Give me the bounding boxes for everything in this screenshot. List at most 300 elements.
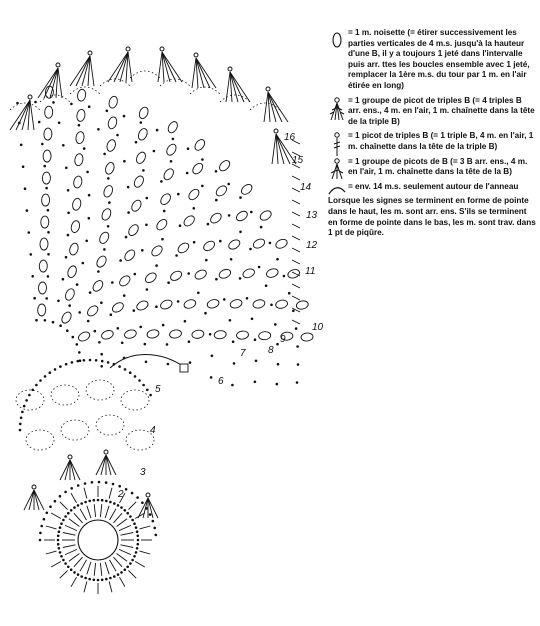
chain-dot	[82, 262, 85, 265]
stitch-mark	[69, 519, 80, 527]
chain-loop	[16, 390, 44, 410]
stitch-mark	[106, 455, 111, 475]
chain-dot	[215, 199, 218, 202]
picot-mark	[126, 47, 130, 51]
chain-dot	[123, 294, 126, 297]
chain-dot	[296, 381, 299, 384]
chain-dot	[223, 298, 226, 301]
chain-dot	[135, 141, 138, 144]
noisette-mark	[187, 187, 201, 201]
noisette-mark	[111, 301, 125, 314]
chain-dot	[283, 275, 286, 278]
chain-dot	[77, 504, 80, 507]
chain-dot	[21, 411, 24, 414]
chain-dot	[66, 329, 69, 332]
chain-dot	[40, 525, 43, 528]
round-label-16: 16	[284, 132, 296, 143]
chain-dot	[135, 551, 138, 554]
noisette-mark	[60, 310, 73, 324]
chain-dot	[230, 258, 233, 261]
stitch-mark	[292, 212, 300, 216]
chain-dot	[39, 539, 42, 542]
chain-dot	[22, 165, 25, 168]
center-ring	[78, 520, 118, 560]
chain-dot	[16, 102, 19, 105]
stitch-mark	[292, 224, 300, 228]
round-label-8: 8	[268, 345, 274, 356]
picot-mark	[160, 47, 164, 51]
chain-dot	[67, 566, 70, 569]
chain-loop	[86, 380, 114, 400]
chain-dot	[172, 138, 175, 141]
picot-triple-icon	[328, 131, 346, 159]
stitch-mark	[46, 551, 57, 554]
chain-dot	[215, 278, 218, 281]
chain-dot	[49, 371, 52, 374]
chain-dot	[140, 121, 143, 124]
legend-text-noisette: = 1 m. noisette (= étirer successivement les parties verticales de 4 m.s. jusqu'à la hauteur d'une B, il y a toujours 1 jeté dans l'intervalle puis arr. ttes les boucles ensemble avec 1 jeté, remplacer la 1ère m.s. du tour par 1 m. en l'air étirée en long)	[348, 28, 530, 90]
chain-dot	[97, 128, 100, 131]
noisette-mark	[236, 330, 249, 339]
chain-dot	[170, 160, 173, 163]
chain-dot	[62, 559, 65, 562]
chain-dot	[73, 571, 76, 574]
stitch-mark	[108, 52, 128, 82]
noisette-mark	[66, 265, 78, 279]
chain-dot	[84, 577, 87, 580]
stitch-mark	[105, 506, 109, 518]
chain-dot	[193, 241, 196, 244]
chain-dot	[94, 330, 97, 333]
chain-dot	[70, 487, 73, 490]
chain-dot	[101, 360, 104, 363]
noisette-mark	[91, 279, 105, 293]
chain-dot	[113, 502, 116, 505]
chain-dot	[133, 555, 136, 558]
stitch-mark	[128, 570, 136, 578]
noisette-mark	[242, 267, 256, 279]
chain-dot	[43, 518, 46, 521]
chain-dot	[137, 539, 140, 542]
round-label-9: 9	[280, 334, 286, 345]
chain-dot	[129, 371, 132, 374]
chain-dot	[97, 499, 100, 502]
chain-dot	[123, 357, 126, 360]
picot-mark	[274, 129, 278, 133]
noisette-mark	[74, 153, 84, 166]
chain-dot	[59, 551, 62, 554]
stitch-mark	[63, 533, 76, 536]
chain-dot	[228, 214, 231, 217]
chain-dot	[187, 272, 190, 275]
chain-dot	[124, 368, 127, 371]
chain-dot	[186, 172, 189, 175]
chain-dot	[67, 189, 70, 192]
chain-dot	[80, 575, 83, 578]
chain-dot	[103, 248, 106, 251]
chain-dot	[64, 515, 67, 518]
stitch-mark	[230, 72, 250, 102]
noisette-mark	[296, 300, 309, 310]
noisette-mark	[108, 95, 119, 109]
chain-dot	[67, 512, 70, 515]
stitch-mark	[51, 513, 61, 519]
chain-dot	[47, 209, 50, 212]
noisette-mark	[127, 223, 141, 237]
chain-dot	[109, 501, 112, 504]
chain-dot	[79, 359, 82, 362]
chain-dot	[177, 193, 180, 196]
chain-dot	[249, 248, 252, 251]
chain-dot	[119, 259, 122, 262]
chain-dot	[276, 383, 279, 386]
chain-dot	[20, 417, 23, 420]
stitch-mark	[74, 513, 83, 523]
noisette-mark	[138, 106, 150, 120]
chain-dot	[152, 520, 155, 523]
stitch-mark	[24, 490, 34, 510]
chain-dot	[70, 568, 73, 571]
chain-dot	[87, 320, 90, 323]
chain-dot	[112, 483, 115, 486]
chain-dot	[265, 284, 268, 287]
chain-dot	[39, 379, 42, 382]
chain-dot	[254, 338, 257, 341]
chain-dot	[28, 394, 31, 397]
picot-mark	[56, 63, 60, 67]
stitch-mark	[113, 513, 122, 523]
chain-dot	[101, 579, 104, 582]
stitch-mark	[117, 519, 128, 527]
stitch-mark	[38, 68, 58, 98]
chain-dot	[239, 196, 242, 199]
stitch-mark	[105, 562, 109, 574]
stitch-mark	[96, 455, 106, 475]
legend-text-picot-triple: = 1 picot de triples B (= 1 triple B, 4 m. en l'air, 1 m. chaînette dans la tête de la triple B)	[348, 131, 534, 151]
noisette-mark	[68, 242, 79, 256]
chain-dot	[167, 281, 170, 284]
round-label-11: 11	[305, 266, 316, 277]
stitch-mark	[94, 563, 95, 576]
legend-item-ring-arc	[328, 182, 536, 193]
noisette-mark	[102, 184, 114, 198]
chain-dot	[31, 389, 34, 392]
stitch-mark	[272, 134, 276, 164]
chain-dot	[215, 170, 218, 173]
noisette-mark	[124, 329, 138, 340]
chain-dot	[144, 343, 147, 346]
chain-loop	[26, 430, 54, 450]
chain-dot	[246, 297, 249, 300]
chain-dot	[88, 194, 91, 197]
noisette-mark	[73, 175, 83, 188]
chain-dot	[161, 238, 164, 241]
noisette-mark	[77, 89, 87, 102]
noisette-mark	[193, 138, 207, 152]
chain-dot	[20, 144, 23, 147]
chain-dot	[77, 360, 80, 363]
chain-dot	[98, 341, 101, 344]
chain-dot	[80, 502, 83, 505]
chain-dot	[65, 363, 68, 366]
chain-dot	[78, 124, 81, 127]
chain-dot	[124, 568, 127, 571]
stitch-mark	[119, 549, 131, 554]
noisette-mark	[75, 131, 85, 144]
chain-dot	[118, 365, 121, 368]
stitch-mark	[46, 526, 57, 529]
noisette-mark	[287, 268, 301, 279]
noisette-mark	[40, 238, 48, 250]
chain-dot	[117, 327, 120, 330]
stitch-mark	[69, 554, 80, 562]
chain-dot	[288, 292, 291, 295]
noisette-mark	[76, 109, 86, 122]
noisette-mark	[123, 248, 137, 262]
chain-dot	[179, 224, 182, 227]
chain-dot	[108, 201, 111, 204]
chain-dot	[233, 362, 236, 365]
chain-dot	[156, 129, 159, 132]
stitch-mark	[292, 248, 300, 252]
picot-mark	[228, 67, 232, 71]
chain-dot	[103, 153, 106, 156]
chain-dot	[67, 234, 70, 237]
stitch-mark	[84, 488, 87, 499]
noisette-mark	[214, 184, 228, 198]
stitch-mark	[51, 562, 61, 568]
chain-dot	[64, 491, 67, 494]
chain-dot	[141, 249, 144, 252]
chain-dot	[146, 197, 149, 200]
chain-dot	[155, 264, 158, 267]
chain-dot	[187, 147, 190, 150]
chain-dot	[184, 320, 187, 323]
stitch-mark	[192, 58, 196, 88]
legend-text-ring-arc: = env. 14 m.s. seulement autour de l'anneau	[348, 181, 519, 191]
noisette-mark	[169, 329, 182, 339]
stitch-mark	[119, 525, 131, 530]
stitch-mark	[58, 68, 62, 98]
chain-dot	[57, 300, 60, 303]
chain-dot	[142, 169, 145, 172]
chain-dot	[28, 231, 31, 234]
stitch-mark	[65, 525, 77, 530]
chain-dot	[255, 360, 258, 363]
chain-dot	[297, 363, 300, 366]
chain-dot	[67, 212, 70, 215]
noisette-mark	[98, 231, 111, 245]
chain-loop	[61, 420, 89, 440]
chain-dot	[145, 224, 148, 227]
chain-dot	[105, 481, 108, 484]
chain-dot	[57, 535, 60, 538]
noisette-mark	[106, 139, 117, 153]
chain-dot	[46, 512, 49, 515]
noisette-mark	[162, 167, 175, 181]
chain-dot	[145, 361, 148, 364]
chain-dot	[105, 578, 108, 581]
chain-dot	[146, 389, 149, 392]
chain-dot	[276, 258, 279, 261]
chain-dot	[45, 187, 48, 190]
noisette-mark	[202, 239, 216, 252]
chain-dot	[58, 122, 61, 125]
chain-dot	[201, 185, 204, 188]
chain-dot	[197, 292, 200, 295]
chain-loop	[96, 415, 124, 435]
stitch-mark	[292, 320, 300, 324]
chain-dot	[162, 324, 165, 327]
stitch-mark	[110, 560, 117, 571]
chain-dot	[239, 277, 242, 280]
stitch-mark	[162, 52, 182, 82]
chain-dot	[89, 291, 92, 294]
chain-dot	[136, 530, 139, 533]
chain-dot	[134, 273, 137, 276]
legend	[328, 28, 536, 239]
chain-dot	[163, 210, 166, 213]
chain-dot	[64, 562, 67, 565]
stitch-mark	[292, 188, 300, 192]
picot-mark	[68, 455, 72, 459]
noisette-mark	[118, 274, 132, 288]
chain-dot	[126, 512, 129, 515]
stitch-mark	[71, 493, 77, 503]
chain-dot	[160, 180, 163, 183]
chain-dot	[95, 359, 98, 362]
picot-mark	[88, 51, 92, 55]
chain-dot	[54, 368, 57, 371]
stitch-mark	[34, 490, 39, 510]
chain-dot	[131, 519, 134, 522]
stitch-mark	[292, 200, 300, 204]
stitch-mark	[264, 92, 268, 122]
chain-dot	[98, 481, 101, 484]
chain-dot	[155, 305, 158, 308]
chain-dot	[117, 573, 120, 576]
round-label-14: 14	[300, 182, 312, 193]
picot-mark	[266, 87, 270, 91]
noisette-mark	[235, 209, 249, 222]
chain-dot	[86, 171, 89, 174]
chain-dot	[153, 527, 156, 530]
chain-dot	[125, 488, 128, 491]
chain-dot	[120, 506, 123, 509]
chain-dot	[91, 481, 94, 484]
chain-dot	[254, 381, 257, 384]
chain-dot	[19, 429, 22, 432]
chain-dot	[155, 534, 158, 537]
chain-dot	[59, 526, 62, 529]
legend-note: Lorsque les signes se terminent en forme de pointe dans le haut, les m. sont arr. ens. S'ils se terminent en forme de pointe dans le bas, les m. sont trav. dans 1 pt de piqûre.	[328, 196, 536, 238]
chain-dot	[84, 482, 87, 485]
chain-dot	[100, 365, 103, 368]
chain-dot	[59, 495, 62, 498]
chain-dot	[71, 361, 74, 364]
stitch-mark	[121, 533, 134, 536]
picot-group-b-icon	[328, 157, 346, 185]
round-label-2: 2	[118, 489, 124, 500]
stitch-mark	[84, 582, 87, 593]
chain-dot	[166, 343, 169, 346]
chain-dot	[73, 506, 76, 509]
stitch-mark	[87, 506, 91, 518]
chain-dot	[62, 519, 65, 522]
chain-dot	[177, 300, 180, 303]
chain-dot	[65, 167, 68, 170]
chain-dot	[35, 384, 38, 387]
noisette-mark	[104, 161, 116, 175]
stitch-mark	[80, 560, 87, 571]
stitch-mark	[94, 504, 95, 517]
chain-dot	[133, 522, 136, 525]
noisette-mark	[137, 127, 149, 141]
noisette-mark	[191, 161, 205, 175]
chain-dot	[292, 310, 295, 313]
picot-group-triple-icon	[328, 96, 346, 124]
chain-dot	[126, 566, 129, 569]
chain-dot	[83, 359, 86, 362]
chain-dot	[113, 363, 116, 366]
stitch-mark	[100, 563, 101, 576]
chain-dot	[188, 340, 191, 343]
chain-dot	[44, 375, 47, 378]
chain-dot	[277, 363, 280, 366]
noisette-mark	[176, 241, 190, 255]
stitch-mark	[292, 296, 300, 300]
chain-dot	[229, 319, 232, 322]
chain-dot	[33, 297, 36, 300]
chain-dot	[107, 361, 110, 364]
stitch-mark	[100, 504, 101, 517]
round-label-3: 3	[140, 467, 146, 478]
chain-dot	[210, 376, 213, 379]
noisette-mark	[132, 174, 145, 188]
round-label-6: 6	[218, 376, 224, 387]
chain-dot	[35, 319, 38, 322]
chain-dot	[47, 231, 50, 234]
chain-dot	[93, 579, 96, 582]
ring-connector	[110, 355, 186, 369]
noisette-mark	[159, 298, 173, 310]
ring-end-mark	[180, 364, 188, 372]
stitch-mark	[128, 502, 136, 510]
legend-text-picot-group-triple: = 1 groupe de picot de triples B (= 4 triples B arr. ens., 4 m. en l'air, 1 m. chaînette dans la tête de la triple B)	[348, 95, 535, 126]
chain-dot	[34, 101, 37, 104]
chain-dot	[123, 160, 126, 163]
stitch-mark	[135, 562, 145, 568]
chain-dot	[25, 399, 28, 402]
stitch-mark	[70, 460, 75, 480]
chain-dot	[189, 361, 192, 364]
noisette-mark	[159, 192, 173, 206]
stitch-mark	[292, 236, 300, 240]
stitch-mark	[71, 577, 77, 587]
chain-dot	[107, 177, 110, 180]
chain-dot	[59, 365, 62, 368]
chain-dot	[77, 573, 80, 576]
chain-dot	[52, 321, 55, 324]
stitch-mark	[63, 545, 76, 548]
noisette-mark	[44, 128, 52, 140]
chain-dot	[31, 275, 34, 278]
stitch-mark	[121, 545, 134, 548]
chain-dot	[129, 515, 132, 518]
chain-dot	[204, 312, 207, 315]
chain-dot	[47, 275, 50, 278]
chain-dot	[88, 217, 91, 220]
